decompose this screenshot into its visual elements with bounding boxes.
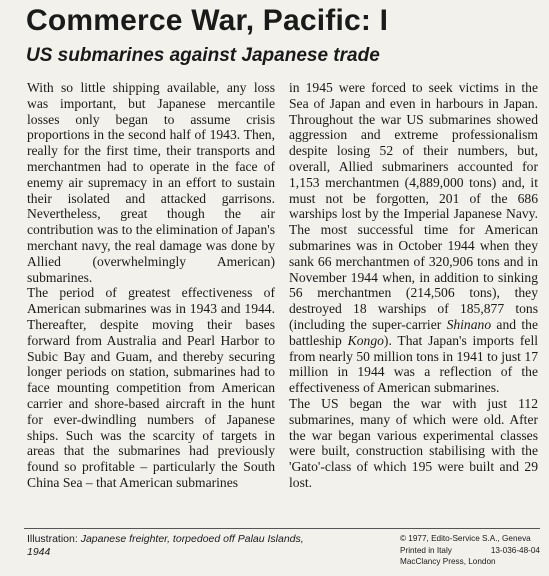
text-run: ). That Japan's imports fell from nearly 50 million tons in 1941 to just 17 million in 1944 was a reflection of the effectiveness of American submarines.: [289, 332, 538, 396]
card-code: 13-036-48-04: [490, 545, 540, 555]
ship-name-shinano: Shinano: [446, 316, 492, 332]
text-column-left: [27, 80, 275, 491]
text-column-right: [289, 80, 538, 491]
copyright-text: © 1977, Edito-Service S.A., Geneva: [400, 534, 531, 543]
paragraph: With so little shipping available, any loss was important, but Japanese mercantile losses only began to assume crisis proportions in the second half of 1943. Then, really for the first time, their transports and merchantmen had to operate in the face of enemy air supremacy in an effort to sustain their isolated and attacked garrisons. Nevertheless, great though the air contribution was to the elimination of Japan's merchant navy, the real damage was done by Allied (overwhelmingly American) submarines.: [27, 80, 275, 285]
printed-in: Printed in Italy: [400, 545, 452, 555]
card-title: Commerce War, Pacific: I: [26, 4, 389, 37]
text-run: and the battleship: [289, 316, 538, 348]
footer-divider: [24, 528, 540, 529]
illustration-label: Illustration:: [27, 533, 81, 545]
card-subtitle: US submarines against Japanese trade: [26, 45, 380, 66]
illustration-caption: [27, 533, 327, 559]
print-info: [400, 545, 540, 557]
publisher-info: [400, 533, 540, 568]
paragraph: The US began the war with just 112 submarines, many of which were old. After the war began various experimental classes were built, construction stabilising with the 'Gato'-class of which 195 were built and 29 lost.: [289, 395, 538, 490]
publisher-name: MacClancy Press, London: [400, 557, 496, 566]
paragraph: [289, 80, 538, 396]
ship-name-kongo: Kongo: [347, 332, 384, 348]
illustration-text: Japanese freighter, torpedoed off Palau Islands, 1944: [27, 533, 304, 558]
paragraph: The period of greatest effectiveness of American submarines was in 1943 and 1944. Thereafter, despite moving their bases forward from Australia and Pearl Harbor to Subic Bay and Guam, and thereby securing longer periods on station, submarines had to face mounting competition from American carrier and shore-based aircraft in the hunt for ever-dwindling numbers of Japanese ships. Such was the scarcity of targets in areas that the submarines had previously found so profitable – particularly the South China Sea – that American submarines: [27, 285, 275, 490]
text-run: in 1945 were forced to seek victims in the Sea of Japan and even in harbours in Japan. Throughout the war US submarines showed aggression and extreme professionalism despite losing 52 of their numbers, but, overall, Allied submariners accounted for 1,153 merchantmen (4,889,000 tons) and, it must not be forgotten, 201 of the 686 warships lost by the Imperial Japanese Navy. The most successful time for American submarines was in October 1944 when they sank 66 merchantmen of 320,906 tons and in November 1944 when, in addition to sinking 56 merchantmen (214,506 tons), they destroyed 18 warships of 185,877 tons (including the super-carrier: [289, 80, 538, 332]
